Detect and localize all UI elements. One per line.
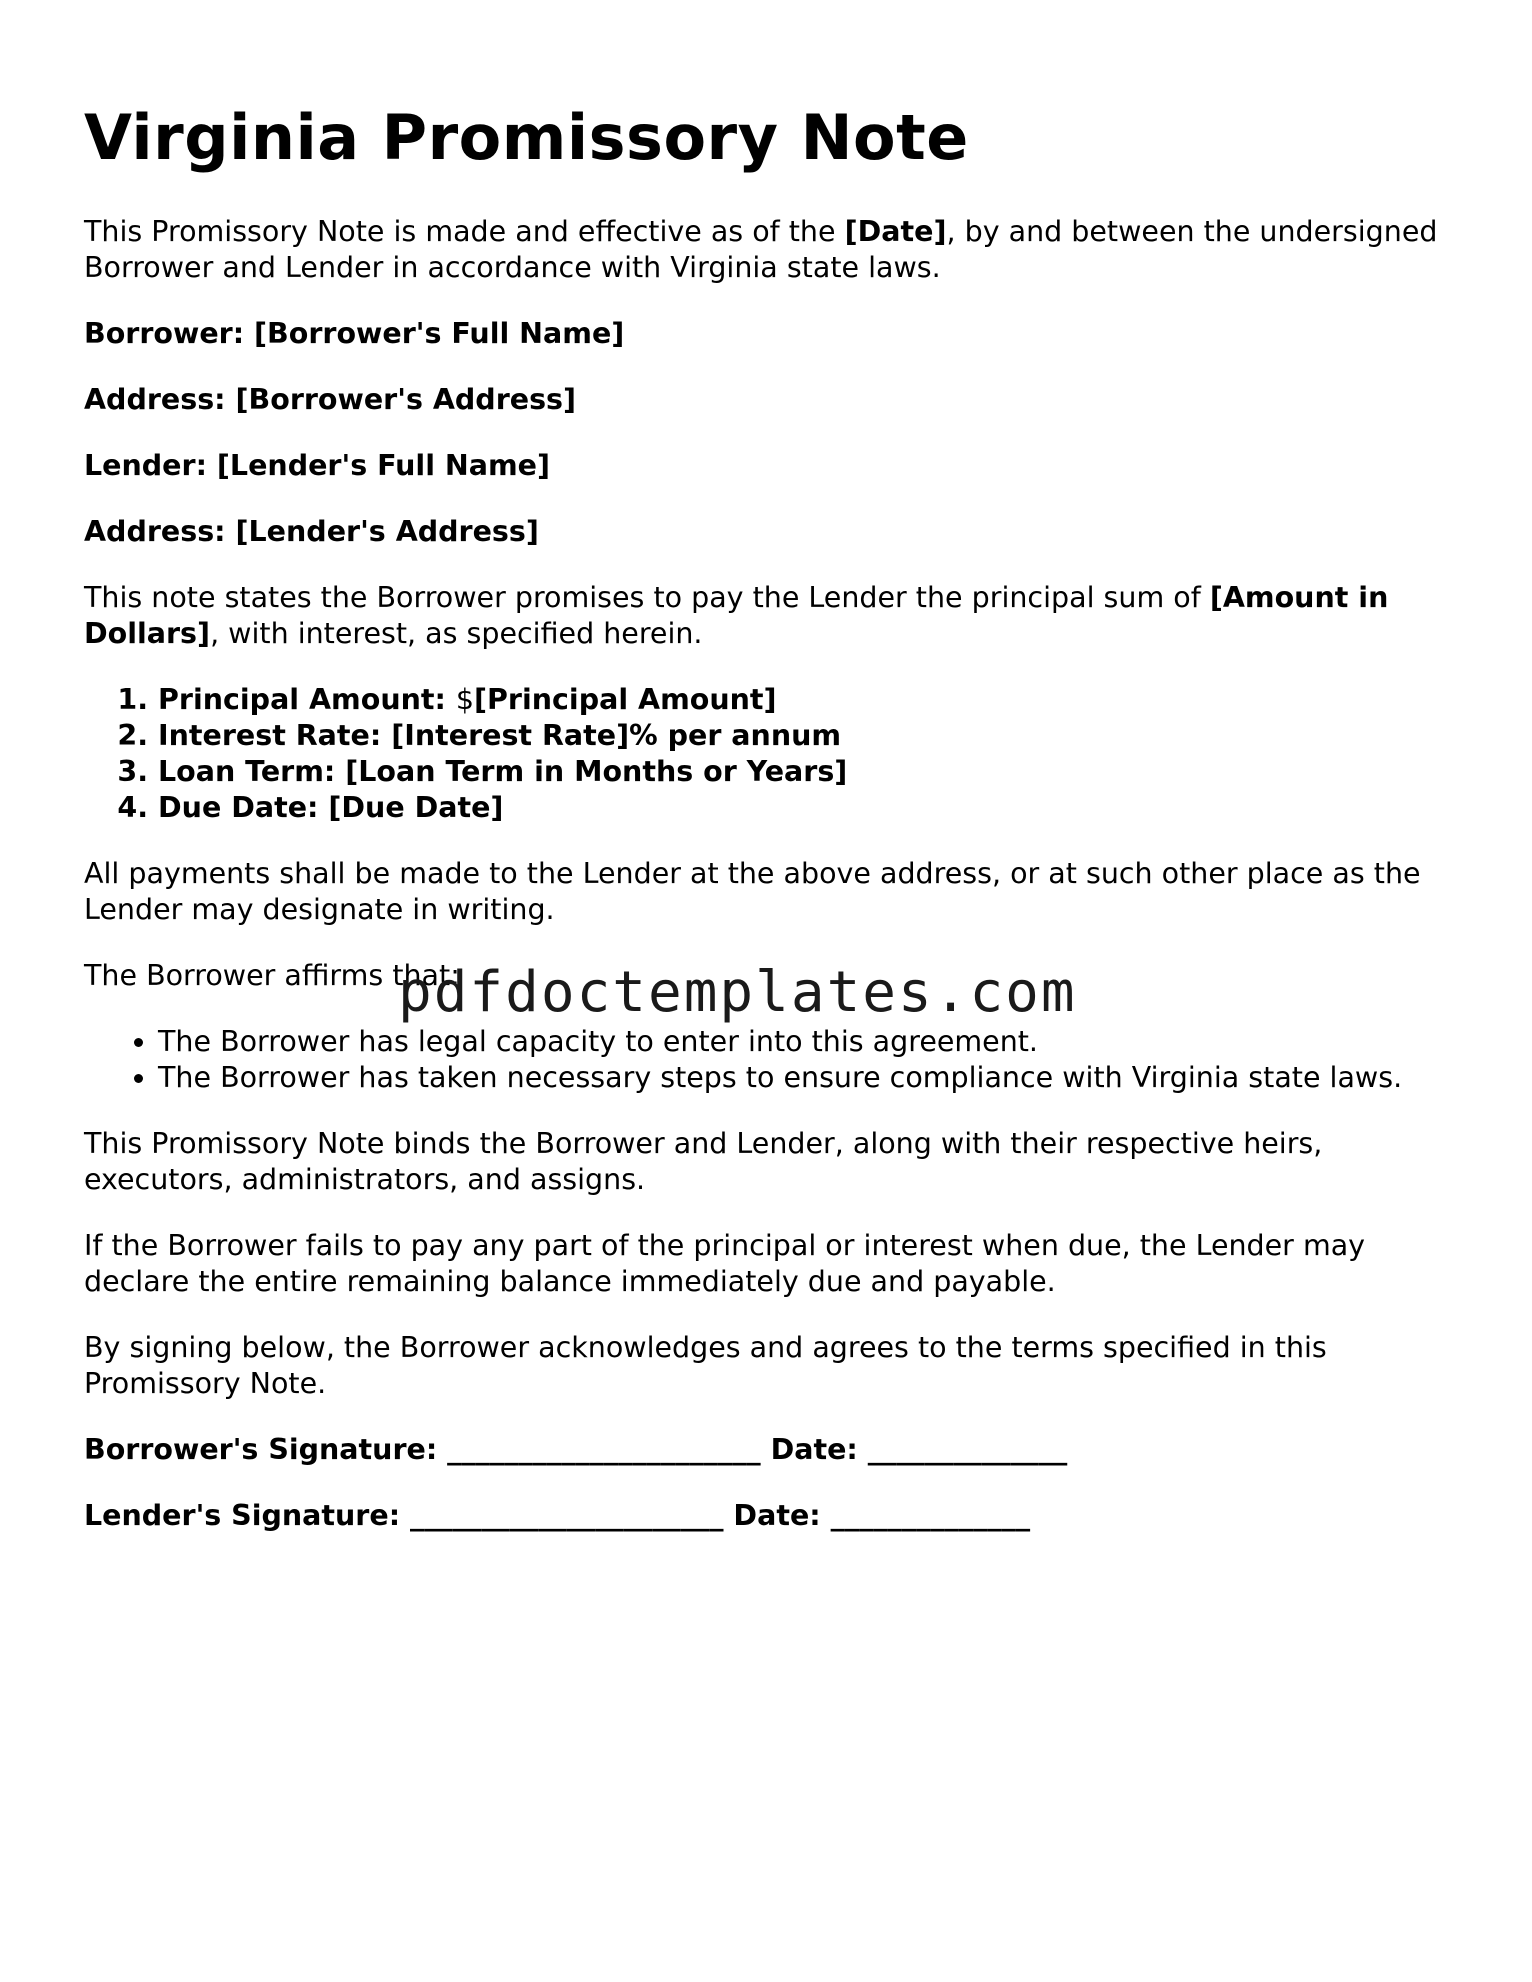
term-principal-dollar: $	[455, 683, 474, 716]
affirmation-item: • The Borrower has legal capacity to enter into this agreement.	[158, 1024, 1464, 1060]
sum-statement	[84, 580, 1464, 652]
term-due-date: 4. Due Date: [Due Date]	[158, 790, 1464, 826]
loan-terms-list	[84, 682, 1464, 826]
document-title: Virginia Promissory Note	[84, 101, 969, 174]
lender-address-line: Address: [Lender's Address]	[84, 515, 539, 548]
intro-date-placeholder: [Date]	[844, 215, 947, 248]
affirmations-list	[84, 1024, 1464, 1096]
lender-name-line: Lender: [Lender's Full Name]	[84, 449, 551, 482]
intro-text-pre: This Promissory Note is made and effective as of the	[84, 215, 845, 248]
sum-text-post: , with interest, as specified herein.	[210, 617, 703, 650]
payments-paragraph: All payments shall be made to the Lender at the above address, or at such other place as the Lender may designate in writing.	[84, 857, 1421, 926]
term-principal-value: [Principal Amount]	[474, 683, 777, 716]
term-loan-term: 3. Loan Term: [Loan Term in Months or Years]	[158, 754, 1464, 790]
default-clause-paragraph: If the Borrower fails to pay any part of the principal or interest when due, the Lender may declare the entire remaining balance immediately due and payable.	[84, 1229, 1366, 1298]
affirmation-item: • The Borrower has taken necessary steps to ensure compliance with Virginia state laws.	[158, 1060, 1464, 1096]
affirm-intro: The Borrower affirms that:	[84, 959, 460, 992]
binds-paragraph: This Promissory Note binds the Borrower and Lender, along with their respective heirs, executors, administrators, and assigns.	[84, 1127, 1323, 1196]
lender-signature-line: Lender's Signature: ______________________ Date: ______________	[84, 1499, 1031, 1532]
borrower-signature-line: Borrower's Signature: ______________________ Date: ______________	[84, 1433, 1068, 1466]
sum-amount-placeholder: [Amount in Dollars]	[84, 581, 1389, 650]
sum-text-pre: This note states the Borrower promises to pay the Lender the principal sum of	[84, 581, 1210, 614]
term-principal-label: Principal Amount:	[158, 683, 456, 716]
document-page	[84, 100, 1464, 1564]
acknowledge-paragraph: By signing below, the Borrower acknowledges and agrees to the terms specified in this Promissory Note.	[84, 1331, 1327, 1400]
borrower-address-line: Address: [Borrower's Address]	[84, 383, 577, 416]
intro-paragraph	[84, 214, 1464, 286]
term-interest: 2. Interest Rate: [Interest Rate]% per annum	[158, 718, 1464, 754]
term-principal	[158, 682, 1464, 718]
borrower-name-line: Borrower: [Borrower's Full Name]	[84, 317, 625, 350]
watermark-text: pdfdoctemplates.com	[398, 960, 1077, 1025]
intro-text-post: , by and between the undersigned Borrower and Lender in accordance with Virginia state laws.	[84, 215, 1438, 284]
